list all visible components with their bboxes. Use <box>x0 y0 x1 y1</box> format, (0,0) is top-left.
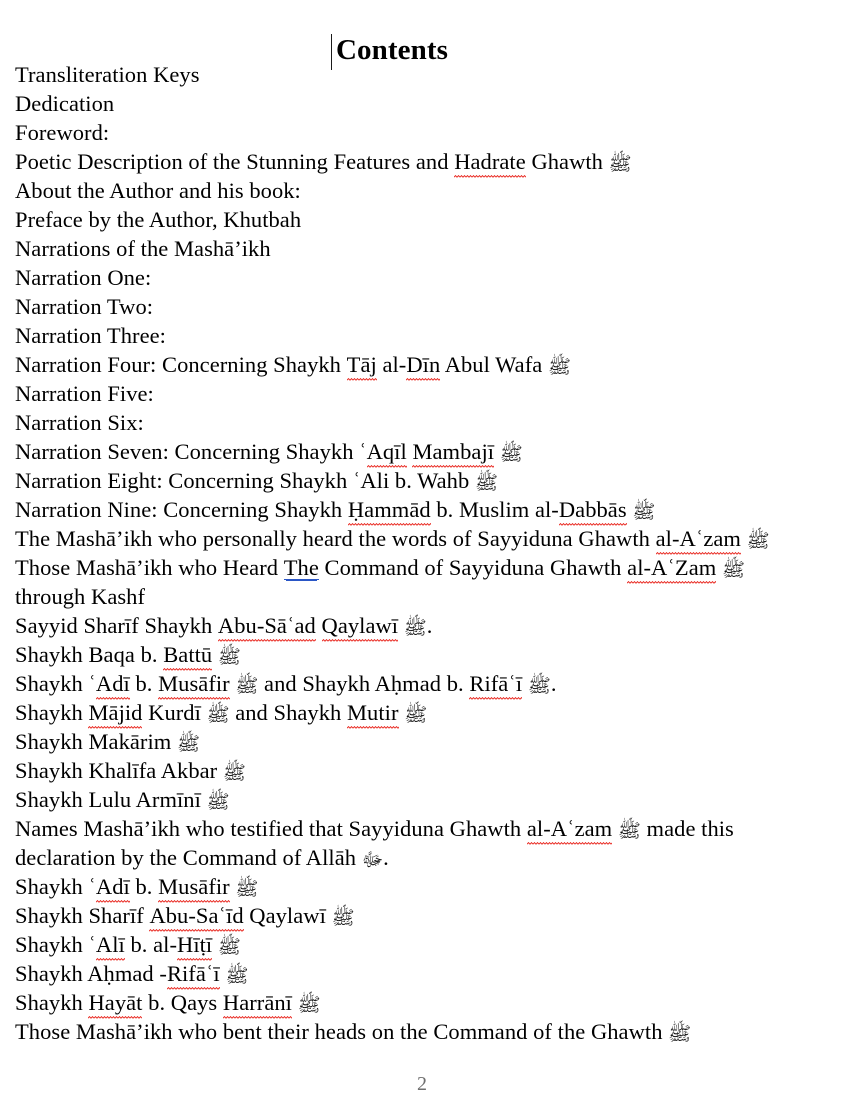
list-item <box>15 611 835 640</box>
line-text: Ghawth <box>525 149 609 174</box>
list-item <box>15 495 835 524</box>
honorific-sallallahu-icon: ﷺ <box>403 617 427 639</box>
list-item <box>15 89 835 118</box>
list-item <box>15 408 835 437</box>
honorific-sallallahu-icon: ﷺ <box>499 443 523 465</box>
list-item <box>15 582 835 611</box>
list-item <box>15 205 835 234</box>
line-text: Shaykh Sharīf <box>15 903 150 928</box>
spellcheck-flagged-word[interactable]: Alī <box>96 930 125 961</box>
line-text: . <box>383 845 389 870</box>
line-text: and Shaykh <box>229 700 347 725</box>
honorific-sallallahu-icon: ﷺ <box>222 762 246 784</box>
honorific-sallallahu-icon: ﷺ <box>608 153 632 175</box>
spellcheck-flagged-word[interactable]: Dabbās <box>559 495 627 526</box>
line-text: Shaykh <box>15 700 89 725</box>
line-text: b. <box>129 671 159 696</box>
line-text: through Kashf <box>15 584 146 609</box>
spellcheck-flagged-word[interactable]: Harrānī <box>223 988 292 1019</box>
spellcheck-flagged-word[interactable]: Adī <box>96 872 130 903</box>
line-text: Sayyid Sharīf Shaykh <box>15 613 218 638</box>
list-item <box>15 292 835 321</box>
honorific-sallallahu-icon: ﷺ <box>668 1023 692 1045</box>
list-item <box>15 234 835 263</box>
line-text: Narrations of the Mashā’ikh <box>15 236 271 261</box>
line-text: Foreword: <box>15 120 110 145</box>
line-text: b. al- <box>124 932 178 957</box>
list-item <box>15 640 835 669</box>
list-item <box>15 553 835 582</box>
line-text: Narration Eight: Concerning Shaykh <box>15 468 353 493</box>
line-text: Shaykh Baqa b. <box>15 642 164 667</box>
honorific-sallallahu-icon: ﷺ <box>235 878 259 900</box>
ayn-character: ʿ <box>359 439 367 464</box>
honorific-jalla-jalaluhu-icon: ﷻ <box>361 849 384 871</box>
honorific-sallallahu-icon: ﷺ <box>235 675 259 697</box>
line-text: Qaylawī <box>243 903 332 928</box>
honorific-sallallahu-icon: ﷺ <box>632 501 656 523</box>
spellcheck-flagged-word[interactable]: Dīn <box>406 350 440 381</box>
line-text: Narration Five: <box>15 381 154 406</box>
list-item <box>15 1017 835 1046</box>
honorific-sallallahu-icon: ﷺ <box>331 907 355 929</box>
line-text: Shaykh Aḥmad - <box>15 961 167 986</box>
list-item <box>15 988 835 1017</box>
line-text: Shaykh Khalīfa Akbar <box>15 758 223 783</box>
list-item <box>15 930 835 959</box>
line-text: . <box>426 613 433 638</box>
line-text: Names Mashā’ikh who testified that Sayyiduna Ghawth <box>15 816 527 841</box>
line-text: b. Muslim al- <box>430 497 559 522</box>
spellcheck-flagged-word[interactable]: Mājid <box>88 698 142 729</box>
list-item <box>15 785 835 814</box>
page-number: 2 <box>417 1073 427 1095</box>
line-text: Narration Two: <box>15 294 154 319</box>
honorific-sallallahu-icon: ﷺ <box>746 530 770 552</box>
list-item <box>15 176 835 205</box>
spellcheck-flagged-word[interactable]: Musāfir <box>158 669 230 700</box>
table-of-contents-list <box>15 60 835 1046</box>
list-item <box>15 350 835 379</box>
list-item <box>15 756 835 785</box>
spellcheck-flagged-word[interactable]: Hīṭī <box>177 930 212 961</box>
spellcheck-flagged-word[interactable]: al-Aʿzam <box>527 814 612 845</box>
list-item <box>15 669 835 698</box>
spellcheck-flagged-word[interactable]: Battū <box>163 640 212 671</box>
ayn-character: ʿ <box>352 468 361 493</box>
line-text: declaration by the Command of Allāh <box>15 845 362 870</box>
spellcheck-flagged-word[interactable]: Abu-Saʿīd <box>149 901 243 932</box>
line-text: About the Author and his book: <box>15 178 301 203</box>
spellcheck-flagged-word[interactable]: Hayāt <box>88 988 142 1019</box>
line-text: and Shaykh Aḥmad b. <box>258 671 470 696</box>
honorific-sallallahu-icon: ﷺ <box>404 704 428 726</box>
honorific-sallallahu-icon: ﷺ <box>617 820 641 842</box>
honorific-sallallahu-icon: ﷺ <box>225 965 249 987</box>
honorific-sallallahu-icon: ﷺ <box>547 356 571 378</box>
spellcheck-flagged-word[interactable]: Rifāʿī <box>167 959 220 990</box>
line-text: Abul Wafa <box>440 352 548 377</box>
list-item <box>15 959 835 988</box>
line-text: Kurdī <box>142 700 207 725</box>
honorific-sallallahu-icon: ﷺ <box>217 936 241 958</box>
spellcheck-flagged-word[interactable]: Tāj <box>347 350 377 381</box>
list-item <box>15 437 835 466</box>
line-text: Those Mashā’ikh who Heard <box>15 555 284 580</box>
line-text: Narration Three: <box>15 323 166 348</box>
ayn-character: ʿ <box>88 671 96 696</box>
line-text: Narration Seven: Concerning Shaykh <box>15 439 360 464</box>
list-item <box>15 698 835 727</box>
list-item <box>15 263 835 292</box>
line-text: al- <box>376 352 407 377</box>
ayn-character: ʿ <box>88 932 96 957</box>
line-text: Those Mashā’ikh who bent their heads on the Command of the Ghawth <box>15 1019 669 1044</box>
line-text: Ali b. Wahb <box>360 468 475 493</box>
honorific-sallallahu-icon: ﷺ <box>721 559 745 581</box>
line-text: b. <box>129 874 159 899</box>
line-text: Narration One: <box>15 265 152 290</box>
list-item <box>15 118 835 147</box>
list-item <box>15 466 835 495</box>
spellcheck-flagged-word[interactable]: Rifāʿī <box>469 669 522 700</box>
spellcheck-flagged-word[interactable]: Aqīl <box>367 437 407 468</box>
honorific-sallallahu-icon: ﷺ <box>527 675 551 697</box>
spellcheck-flagged-word[interactable]: al-AʿZam <box>627 553 716 584</box>
line-text: Dedication <box>15 91 115 116</box>
spellcheck-flagged-word[interactable]: Qaylawī <box>322 611 399 642</box>
line-text: . <box>550 671 557 696</box>
line-text: The Mashā’ikh who personally heard the words of Sayyiduna Ghawth <box>15 526 656 551</box>
ayn-character: ʿ <box>88 874 96 899</box>
spellcheck-flagged-word[interactable]: Musāfir <box>158 872 230 903</box>
line-text: Shaykh <box>15 990 89 1015</box>
honorific-sallallahu-icon: ﷺ <box>297 994 321 1016</box>
list-item <box>15 379 835 408</box>
line-text: Preface by the Author, Khutbah <box>15 207 302 232</box>
list-item <box>15 321 835 350</box>
list-item <box>15 843 835 872</box>
line-text: Shaykh Lulu Armīnī <box>15 787 207 812</box>
list-item <box>15 872 835 901</box>
list-item <box>15 814 835 843</box>
line-text: made this <box>640 816 734 841</box>
spellcheck-flagged-word[interactable]: Mambajī <box>412 437 494 468</box>
line-text: Narration Nine: Concerning Shaykh <box>15 497 348 522</box>
line-text: Narration Six: <box>15 410 144 435</box>
list-item <box>15 524 835 553</box>
list-item <box>15 727 835 756</box>
line-text: Command of Sayyiduna Ghawth <box>318 555 628 580</box>
honorific-sallallahu-icon: ﷺ <box>176 733 200 755</box>
honorific-sallallahu-icon: ﷺ <box>474 472 498 494</box>
line-text: Shaykh Makārim <box>15 729 177 754</box>
honorific-sallallahu-icon: ﷺ <box>206 704 230 726</box>
spellcheck-flagged-word[interactable]: Ḥammād <box>348 495 431 526</box>
grammar-flagged-word[interactable]: The <box>283 555 319 580</box>
line-text: b. Qays <box>142 990 223 1015</box>
list-item <box>15 60 835 89</box>
line-text: Shaykh <box>15 932 89 957</box>
list-item <box>15 147 835 176</box>
spellcheck-flagged-word[interactable]: Adī <box>96 669 130 700</box>
line-text: Poetic Description of the Stunning Features and <box>15 149 455 174</box>
spellcheck-flagged-word[interactable]: Hadrate <box>454 147 526 178</box>
honorific-sallallahu-icon: ﷺ <box>206 791 230 813</box>
line-text: Narration Four: Concerning Shaykh <box>15 352 347 377</box>
spellcheck-flagged-word[interactable]: Mutir <box>347 698 399 729</box>
line-text: Shaykh <box>15 671 89 696</box>
line-text: Transliteration Keys <box>15 62 200 87</box>
contents-heading-row <box>0 16 844 66</box>
honorific-sallallahu-icon: ﷺ <box>217 646 241 668</box>
page-title: Contents <box>336 34 448 66</box>
spellcheck-flagged-word[interactable]: al-Aʿzam <box>656 524 741 555</box>
line-text: Shaykh <box>15 874 89 899</box>
list-item <box>15 901 835 930</box>
spellcheck-flagged-word[interactable]: Abu-Sāʿad <box>218 611 316 642</box>
